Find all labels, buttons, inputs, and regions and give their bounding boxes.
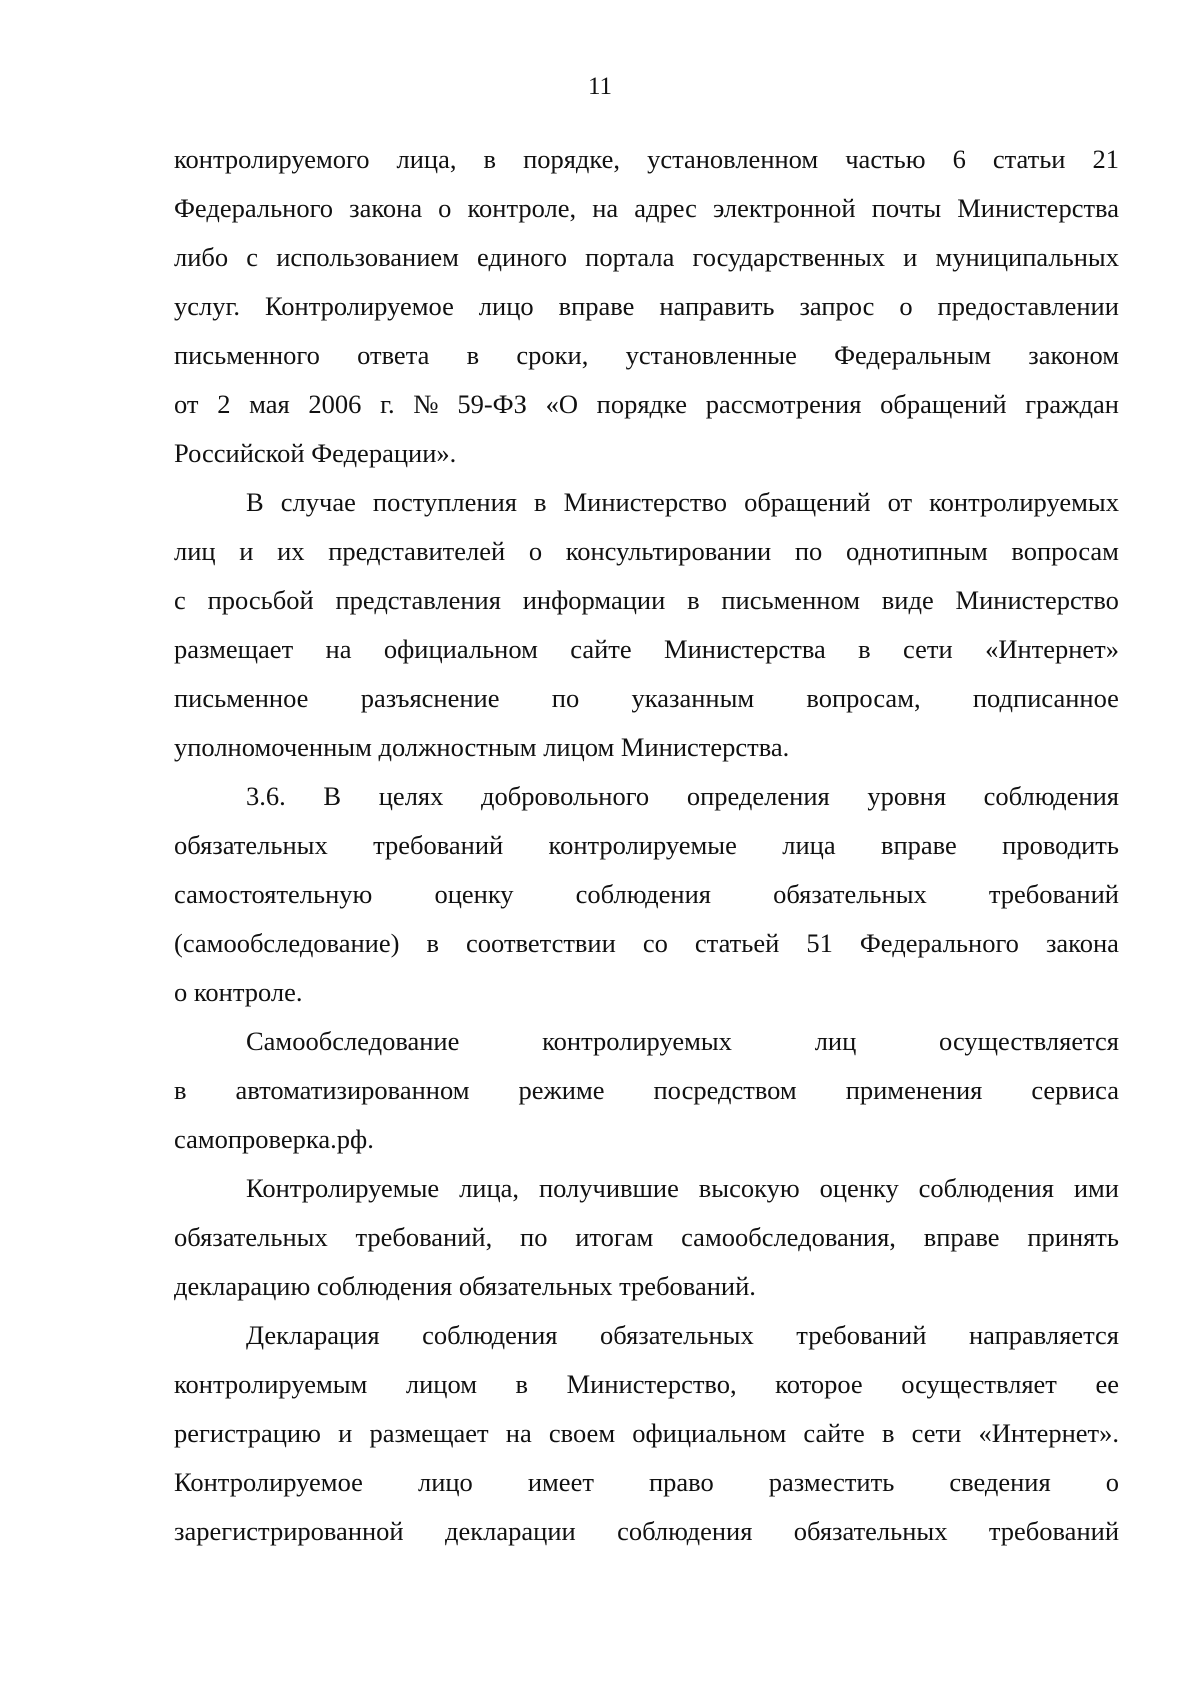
text-line: Российской Федерации».	[174, 438, 457, 468]
text-line: уполномоченным должностным лицом Министерства.	[174, 732, 790, 762]
text-line: (самообследование) в соответствии со статьей 51 Федерального закона	[174, 928, 1119, 958]
text-line: в автоматизированном режиме посредством применения сервиса	[174, 1075, 1119, 1105]
text-line: обязательных требований, по итогам самообследования, вправе принять	[174, 1222, 1119, 1252]
text-line: самопроверка.рф.	[174, 1124, 374, 1154]
text-line: Самообследование контролируемых лиц осуществляется	[246, 1026, 1119, 1056]
text-line: с просьбой представления информации в письменном виде Министерство	[174, 585, 1119, 615]
text-line: размещает на официальном сайте Министерства в сети «Интернет»	[174, 634, 1119, 664]
text-line: регистрацию и размещает на своем официальном сайте в сети «Интернет».	[174, 1418, 1119, 1448]
text-line: обязательных требований контролируемые лица вправе проводить	[174, 830, 1119, 860]
text-line: декларацию соблюдения обязательных требований.	[174, 1271, 756, 1301]
text-line: письменного ответа в сроки, установленные Федеральным законом	[174, 340, 1119, 370]
text-line: от 2 мая 2006 г. № 59-ФЗ «О порядке рассмотрения обращений граждан	[174, 389, 1119, 419]
text-line: Федерального закона о контроле, на адрес электронной почты Министерства	[174, 193, 1119, 223]
text-line: 3.6. В целях добровольного определения уровня соблюдения	[246, 781, 1119, 811]
text-line: Контролируемые лица, получившие высокую оценку соблюдения ими	[246, 1173, 1119, 1203]
text-line: В случае поступления в Министерство обращений от контролируемых	[246, 487, 1119, 517]
text-line: услуг. Контролируемое лицо вправе направить запрос о предоставлении	[174, 291, 1119, 321]
text-line: либо с использованием единого портала государственных и муниципальных	[174, 242, 1119, 272]
text-line: письменное разъяснение по указанным вопросам, подписанное	[174, 683, 1119, 713]
document-body	[174, 135, 1119, 1556]
text-line: Контролируемое лицо имеет право разместить сведения о	[174, 1467, 1119, 1497]
text-line: контролируемого лица, в порядке, установленном частью 6 статьи 21	[174, 144, 1119, 174]
page-number: 11	[587, 73, 613, 100]
text-line: зарегистрированной декларации соблюдения обязательных требований	[174, 1516, 1119, 1546]
text-line: лиц и их представителей о консультировании по однотипным вопросам	[174, 536, 1119, 566]
text-line: о контроле.	[174, 977, 303, 1007]
text-line: контролируемым лицом в Министерство, которое осуществляет ее	[174, 1369, 1119, 1399]
text-line: Декларация соблюдения обязательных требований направляется	[246, 1320, 1119, 1350]
text-line: самостоятельную оценку соблюдения обязательных требований	[174, 879, 1119, 909]
